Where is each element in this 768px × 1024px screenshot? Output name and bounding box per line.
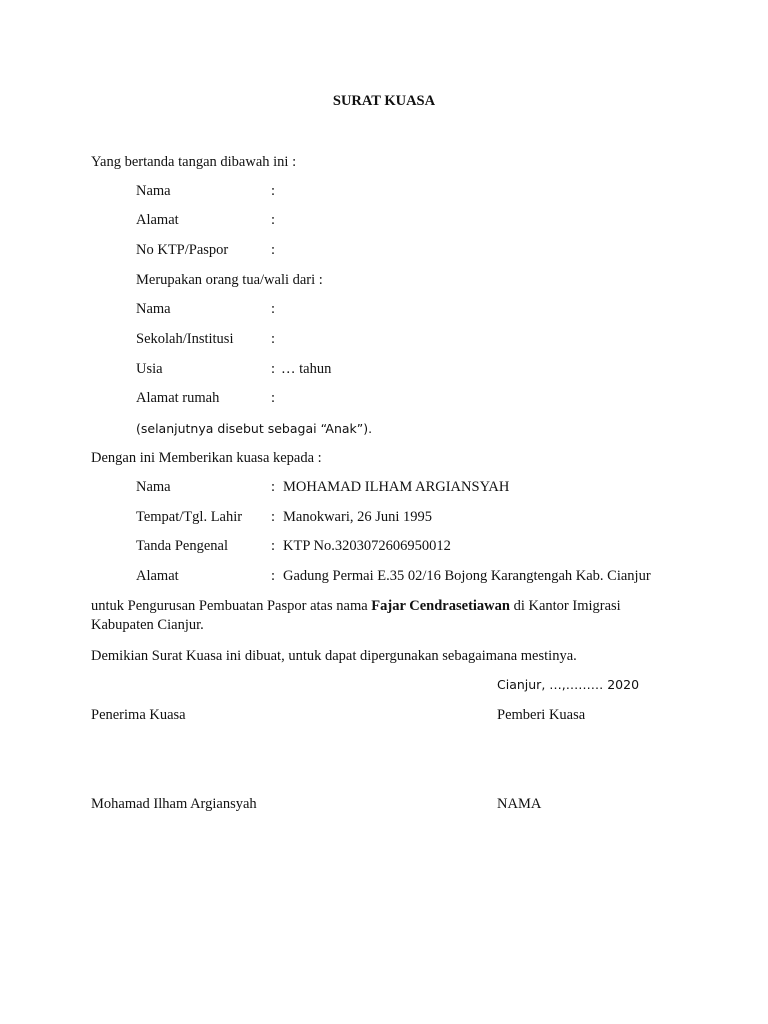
field-separator: :: [271, 183, 276, 199]
child-note: (selanjutnya disebut sebagai “Anak”).: [136, 421, 373, 436]
giver-name: NAMA: [497, 796, 542, 812]
grant-line: Dengan ini Memberikan kuasa kepada :: [91, 450, 322, 466]
field-separator: :: [271, 509, 276, 525]
receiver-name: Mohamad Ilham Argiansyah: [91, 796, 257, 812]
field-label: No KTP/Paspor: [136, 242, 229, 258]
field-label: Nama: [136, 183, 171, 199]
field-separator: :: [271, 301, 276, 317]
place-date: Cianjur, …,……… 2020: [497, 677, 640, 692]
field-value: MOHAMAD ILHAM ARGIANSYAH: [283, 479, 510, 495]
field-separator: :: [271, 479, 276, 495]
document-title: SURAT KUASA: [332, 93, 436, 109]
field-separator: :: [271, 242, 276, 258]
purpose-paragraph: [91, 597, 681, 635]
closing-statement: Demikian Surat Kuasa ini dibuat, untuk dapat dipergunakan sebagaimana mestinya.: [91, 648, 577, 664]
field-value: Gadung Permai E.35 02/16 Bojong Karangtengah Kab. Cianjur: [283, 568, 651, 584]
giver-label: Pemberi Kuasa: [497, 707, 586, 723]
field-separator: :: [271, 538, 276, 554]
field-label: Nama: [136, 479, 171, 495]
field-label: Nama: [136, 301, 171, 317]
field-label: Tempat/Tgl. Lahir: [136, 509, 243, 525]
receiver-label: Penerima Kuasa: [91, 707, 186, 723]
field-value: … tahun: [281, 361, 332, 377]
field-separator: :: [271, 212, 276, 228]
purpose-text-pre: untuk Pengurusan Pembuatan Paspor atas nama: [91, 598, 372, 614]
guardian-line: Merupakan orang tua/wali dari :: [136, 272, 323, 288]
field-separator: :: [271, 568, 276, 584]
intro-text: Yang bertanda tangan dibawah ini :: [91, 154, 297, 170]
field-separator: :: [271, 331, 276, 347]
field-separator: :: [271, 390, 276, 406]
field-label: Sekolah/Institusi: [136, 331, 234, 347]
field-label: Alamat: [136, 212, 179, 228]
purpose-name: Fajar Cendrasetiawan: [371, 598, 510, 614]
field-label: Alamat rumah: [136, 390, 220, 406]
purpose-text-post: di Kantor Imigrasi Kabupaten Cianjur.: [91, 598, 621, 633]
field-value: Manokwari, 26 Juni 1995: [283, 509, 433, 525]
field-label: Tanda Pengenal: [136, 538, 228, 554]
field-label: Alamat: [136, 568, 179, 584]
field-label: Usia: [136, 361, 163, 377]
field-separator: :: [271, 361, 276, 377]
field-value: KTP No.3203072606950012: [283, 538, 451, 554]
